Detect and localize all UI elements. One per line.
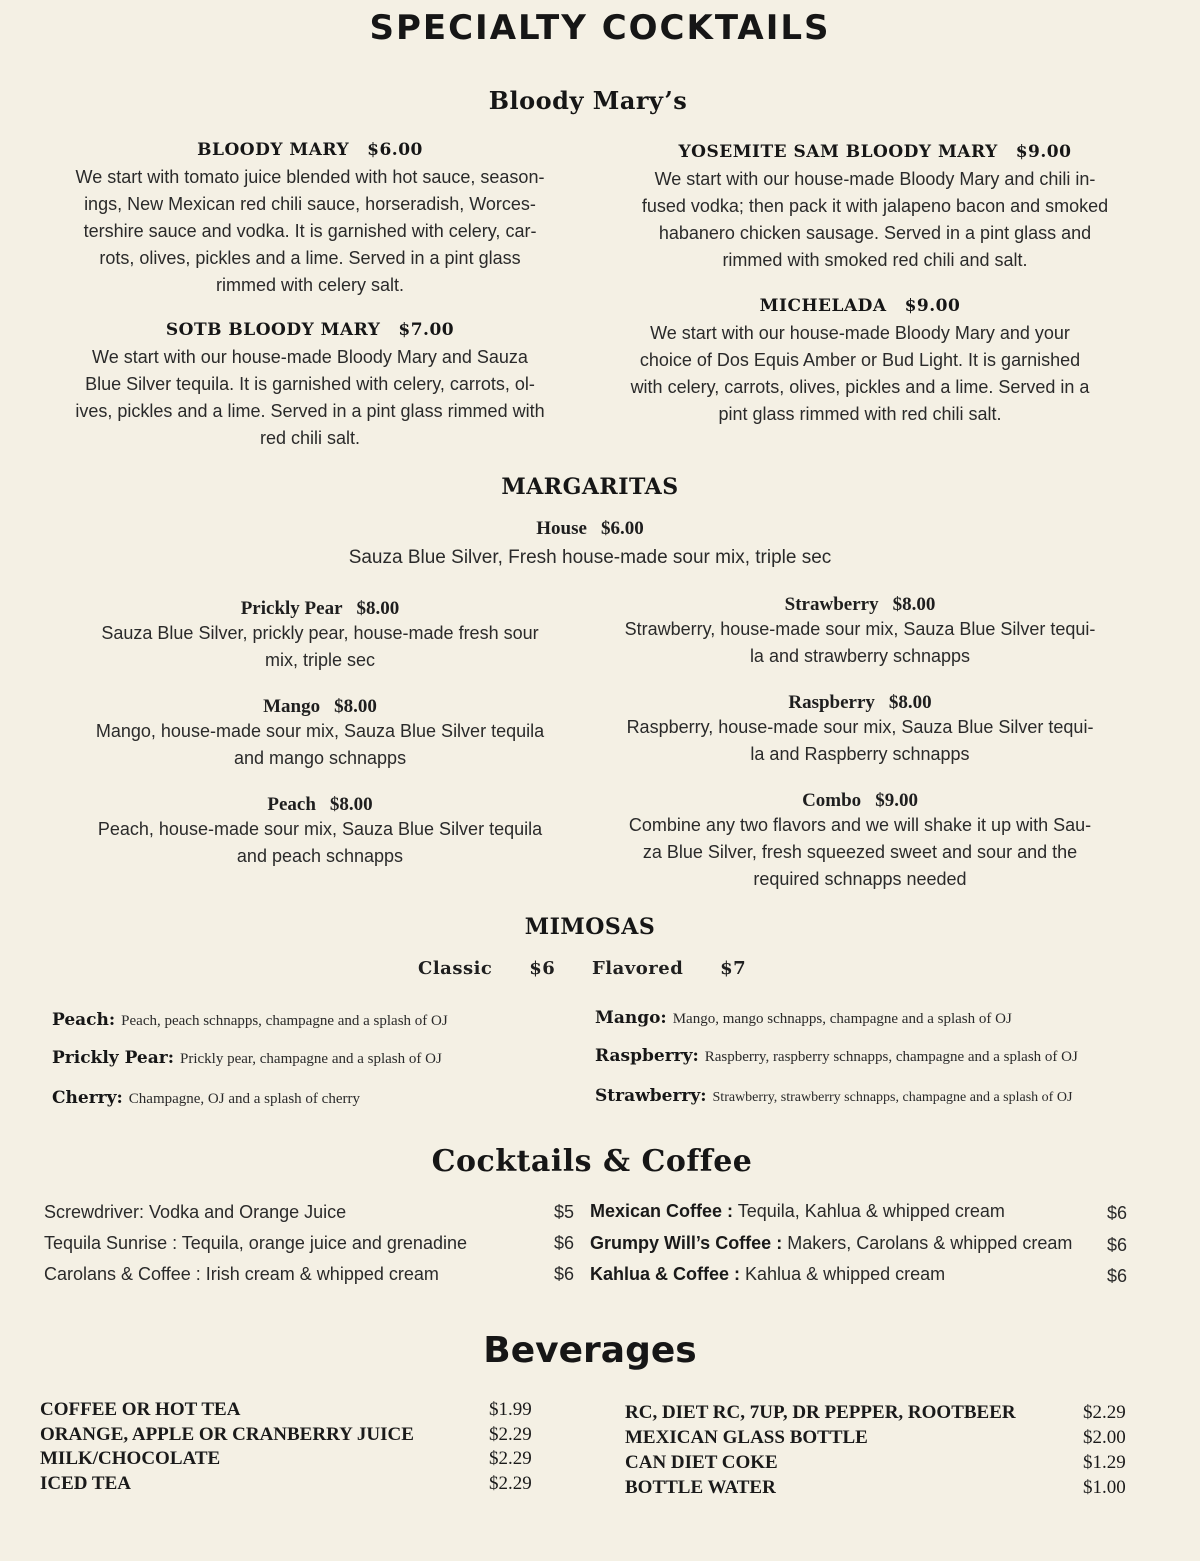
margarita-mango: [40, 696, 600, 772]
item-description: [40, 718, 600, 772]
item-description: [40, 620, 600, 674]
cocktail-desc: Vodka and Orange Juice: [149, 1202, 347, 1222]
item-name: Strawberry: [784, 594, 879, 615]
item-price: $9.00: [875, 790, 918, 811]
item-title: [30, 140, 590, 160]
flavored-label: Flavored: [592, 958, 684, 979]
beverage-bottle-water: BOTTLE WATER: [625, 1477, 776, 1498]
cocktail-mexican-coffee: [590, 1201, 1005, 1222]
item-name: Mango: [263, 696, 321, 717]
bloody-mary-heading: Bloody Mary’s: [488, 86, 688, 115]
desc-line: We start with tomato juice blended with hot sauce, season-: [75, 167, 545, 187]
mimosa-cherry: [52, 1088, 360, 1108]
cocktail-name: Screwdriver:: [44, 1202, 145, 1222]
mimosa-name: Mango:: [595, 1008, 667, 1028]
item-name: Peach: [267, 794, 316, 815]
item-price: $8.00: [892, 594, 936, 615]
item-name: House: [536, 518, 587, 539]
item-title: [40, 598, 600, 620]
desc-line: la and Raspberry schnapps: [750, 744, 970, 764]
item-price: $8.00: [356, 598, 400, 619]
desc-line: We start with our house-made Bloody Mary and chili in-: [654, 169, 1096, 189]
item-description: Sauza Blue Silver, Fresh house-made sour mix, triple sec: [348, 547, 832, 568]
item-name: Prickly Pear: [240, 598, 343, 619]
desc-line: and peach schnapps: [236, 846, 404, 866]
cocktail-desc: Makers, Carolans & whipped cream: [787, 1233, 1073, 1253]
item-description: [580, 812, 1140, 893]
desc-line: habanero chicken sausage. Served in a pint glass and: [658, 223, 1092, 243]
item-name: BLOODY MARY: [197, 140, 350, 160]
beverage-price: $2.29: [489, 1473, 532, 1494]
desc-line: la and strawberry schnapps: [749, 646, 971, 666]
beverage-price: $2.29: [489, 1424, 532, 1445]
margarita-combo: [580, 790, 1140, 893]
item-title: [590, 142, 1160, 162]
cocktail-price: $6: [1107, 1235, 1128, 1255]
mimosa-desc: Mango, mango schnapps, champagne and a splash of OJ: [672, 1011, 1012, 1027]
desc-line: za Blue Silver, fresh squeezed sweet and sour and the: [642, 842, 1078, 862]
desc-line: tershire sauce and vodka. It is garnished with celery, car-: [83, 221, 537, 241]
page-title: SPECIALTY COCKTAILS: [369, 8, 831, 48]
mimosa-desc: Prickly pear, champagne and a splash of OJ: [179, 1051, 442, 1067]
item-description: [580, 320, 1140, 428]
cocktail-desc: Tequila, orange juice and grenadine: [181, 1233, 467, 1253]
cocktail-name: Kahlua & Coffee :: [590, 1264, 741, 1284]
item-title: [580, 790, 1140, 812]
desc-line: ings, New Mexican red chili sauce, horseradish, Worces-: [84, 194, 536, 214]
mimosa-desc: Strawberry, strawberry schnapps, champagne and a splash of OJ: [712, 1090, 1073, 1105]
desc-line: rimmed with celery salt.: [215, 275, 405, 295]
cocktail-price: $6: [554, 1233, 575, 1253]
mimosa-desc: Raspberry, raspberry schnapps, champagne and a splash of OJ: [704, 1049, 1078, 1065]
desc-line: Strawberry, house-made sour mix, Sauza Blue Silver tequi-: [624, 619, 1096, 639]
cocktail-price: $6: [1107, 1266, 1128, 1286]
cocktail-price: $6: [554, 1264, 575, 1284]
margarita-peach: [40, 794, 600, 870]
desc-line: ives, pickles and a lime. Served in a pint glass rimmed with: [75, 401, 545, 421]
item-description: [30, 344, 590, 452]
cocktail-kahlua-coffee: [590, 1264, 945, 1285]
mimosa-name: Strawberry:: [595, 1086, 707, 1106]
beverage-coffee-hot-tea: COFFEE OR HOT TEA: [40, 1399, 241, 1420]
mimosa-pricing: [418, 958, 746, 979]
mimosa-name: Cherry:: [52, 1088, 123, 1108]
beverage-price: $2.29: [489, 1448, 532, 1469]
mimosas-heading: MIMOSAS: [524, 914, 656, 940]
desc-line: and mango schnapps: [233, 748, 407, 768]
item-name: Raspberry: [788, 692, 875, 713]
item-description: [590, 166, 1160, 274]
item-price: $6.00: [600, 518, 644, 539]
beverage-mexican-glass-bottle: MEXICAN GLASS BOTTLE: [625, 1427, 868, 1448]
item-price: $8.00: [329, 794, 373, 815]
desc-line: fused vodka; then pack it with jalapeno bacon and smoked: [641, 196, 1109, 216]
item-price: $6.00: [367, 140, 423, 160]
classic-price: $6: [529, 958, 556, 979]
desc-line: required schnapps needed: [753, 869, 967, 889]
desc-line: Sauza Blue Silver, prickly pear, house-made fresh sour: [101, 623, 539, 643]
desc-line: Peach, house-made sour mix, Sauza Blue Silver tequila: [97, 819, 543, 839]
cocktail-name: Carolans & Coffee :: [44, 1264, 201, 1284]
beverage-juice: ORANGE, APPLE OR CRANBERRY JUICE: [40, 1424, 414, 1445]
cocktails-coffee-heading: Cocktails & Coffee: [431, 1144, 753, 1179]
flavored-price: $7: [720, 958, 747, 979]
desc-line: with celery, carrots, olives, pickles and a lime. Served in a: [630, 377, 1090, 397]
desc-line: We start with our house-made Bloody Mary and your: [650, 323, 1070, 343]
beverage-can-diet-coke: CAN DIET COKE: [625, 1452, 778, 1473]
desc-line: choice of Dos Equis Amber or Bud Light. It is garnished: [639, 350, 1081, 370]
desc-line: red chili salt.: [259, 428, 361, 448]
mimosa-name: Peach:: [52, 1010, 116, 1030]
desc-line: Mango, house-made sour mix, Sauza Blue Silver tequila: [95, 721, 545, 741]
desc-line: mix, triple sec: [264, 650, 376, 670]
item-price: $7.00: [398, 320, 455, 340]
desc-line: Combine any two flavors and we will shake it up with Sau-: [628, 815, 1092, 835]
item-title: [580, 594, 1140, 616]
desc-line: pint glass rimmed with red chili salt.: [718, 404, 1002, 424]
mimosa-raspberry: [595, 1046, 1078, 1066]
desc-line: Blue Silver tequila. It is garnished with celery, carrots, ol-: [85, 374, 535, 394]
item-price: $8.00: [334, 696, 377, 717]
item-description: [40, 816, 600, 870]
item-title: [30, 320, 590, 340]
desc-line: rots, olives, pickles and a lime. Served in a pint glass: [99, 248, 521, 268]
item-title: [580, 296, 1140, 316]
item-description: [580, 714, 1140, 768]
cocktail-desc: Irish cream & whipped cream: [205, 1264, 439, 1284]
beverage-price: $1.00: [1083, 1477, 1126, 1498]
item-title: [580, 692, 1140, 714]
mimosa-mango: [595, 1008, 1012, 1028]
desc-line: rimmed with smoked red chili and salt.: [722, 250, 1028, 270]
mimosa-prickly-pear: [52, 1048, 442, 1068]
cocktail-tequila-sunrise: [44, 1233, 467, 1254]
beverage-milk-chocolate: MILK/CHOCOLATE: [40, 1448, 221, 1469]
beverages-heading: Beverages: [483, 1330, 697, 1371]
item-name: SOTB BLOODY MARY: [165, 320, 381, 340]
mimosa-desc: Champagne, OJ and a splash of cherry: [128, 1091, 360, 1107]
beverage-iced-tea: ICED TEA: [40, 1473, 131, 1494]
cocktail-name: Grumpy Will’s Coffee :: [590, 1233, 783, 1253]
cocktail-desc: Tequila, Kahlua & whipped cream: [737, 1201, 1005, 1221]
cocktail-carolans-coffee: [44, 1264, 439, 1285]
item-name: MICHELADA: [759, 296, 887, 316]
desc-line: We start with our house-made Bloody Mary and Sauza: [92, 347, 528, 367]
item-name: YOSEMITE SAM BLOODY MARY: [678, 142, 998, 162]
margarita-raspberry: [580, 692, 1140, 768]
item-price: $9.00: [1015, 142, 1072, 162]
mimosa-name: Raspberry:: [595, 1046, 699, 1066]
beverage-price: $1.29: [1083, 1452, 1126, 1473]
item-description: [30, 164, 590, 299]
item-price: $8.00: [888, 692, 932, 713]
mimosa-strawberry: [595, 1086, 1072, 1106]
item-title: [0, 518, 1180, 540]
cocktail-price: $5: [554, 1202, 575, 1222]
cocktail-screwdriver: [44, 1202, 346, 1223]
margarita-house: [0, 518, 1180, 571]
beverage-price: $2.29: [1083, 1402, 1126, 1423]
menu-item-yosemite-sam-bloody-mary: [590, 142, 1160, 274]
cocktail-desc: Kahlua & whipped cream: [745, 1264, 946, 1284]
mimosa-desc: Peach, peach schnapps, champagne and a splash of OJ: [121, 1013, 448, 1029]
margaritas-heading: MARGARITAS: [501, 474, 679, 500]
margarita-prickly-pear: [40, 598, 600, 674]
beverage-sodas: RC, DIET RC, 7UP, DR PEPPER, ROOTBEER: [625, 1402, 1016, 1423]
beverage-price: $2.00: [1083, 1427, 1126, 1448]
menu-item-michelada: [580, 296, 1140, 428]
item-name: Combo: [802, 790, 862, 811]
menu-item-sotb-bloody-mary: [30, 320, 590, 452]
item-title: [40, 794, 600, 816]
classic-label: Classic: [418, 958, 493, 979]
desc-line: Raspberry, house-made sour mix, Sauza Blue Silver tequi-: [626, 717, 1094, 737]
cocktail-name: Tequila Sunrise :: [44, 1233, 178, 1253]
cocktail-grumpy-wills-coffee: [590, 1233, 1072, 1254]
item-price: $9.00: [904, 296, 961, 316]
item-description: [580, 616, 1140, 670]
margarita-strawberry: [580, 594, 1140, 670]
mimosa-peach: [52, 1010, 448, 1030]
cocktail-price: $6: [1107, 1203, 1128, 1223]
menu-item-bloody-mary: [30, 140, 590, 299]
cocktail-name: Mexican Coffee :: [590, 1201, 734, 1221]
mimosa-name: Prickly Pear:: [52, 1048, 174, 1068]
beverage-price: $1.99: [489, 1399, 532, 1420]
item-title: [40, 696, 600, 718]
